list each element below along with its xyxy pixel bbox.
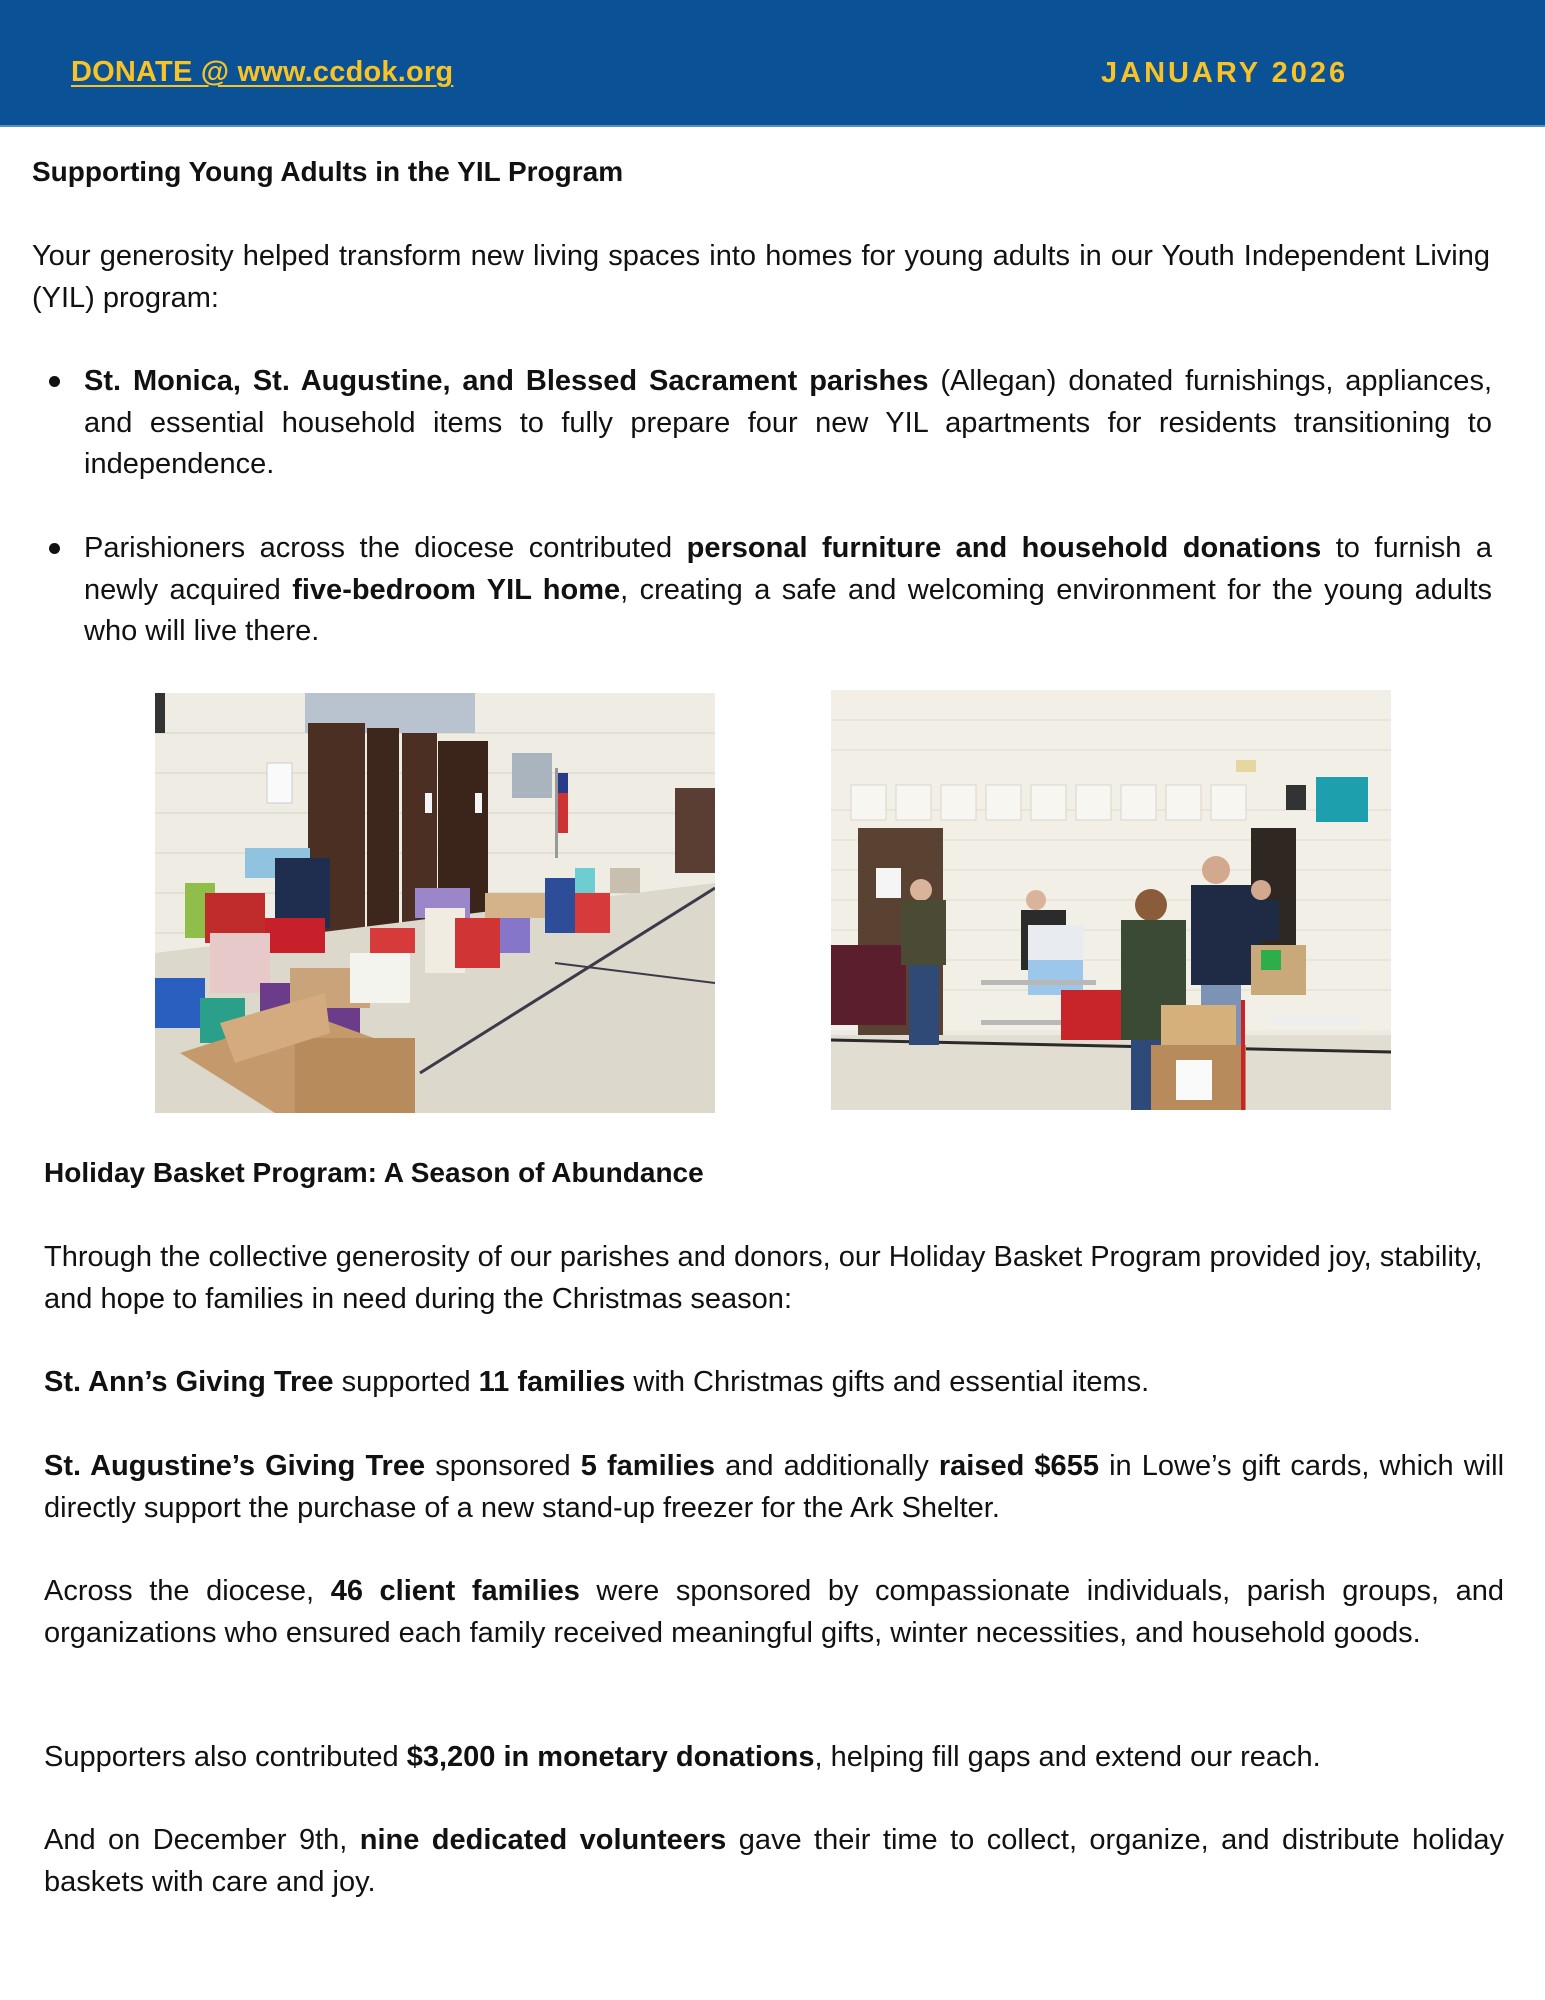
text-span: Across the diocese, — [44, 1575, 331, 1607]
newsletter-header — [0, 0, 1545, 127]
bullet-pre: Parishioners across the diocese contributed — [84, 532, 687, 564]
monetary-amount: $3,200 in monetary donations — [406, 1741, 815, 1773]
bullet-rest: , creating a safe and welcoming environment for the young adults who will live there. — [84, 573, 1492, 647]
bullet-text — [84, 361, 1492, 486]
donate-link[interactable]: DONATE @ www.ccdok.org — [71, 56, 454, 88]
gifts-hallway-image — [155, 693, 715, 1113]
volunteers-paragraph — [44, 1820, 1504, 1903]
bullet-dot-icon — [49, 376, 60, 387]
issue-date: JANUARY 2026 — [1101, 57, 1349, 89]
bullet-bold-1: personal furniture and household donations — [686, 532, 1322, 564]
st-augustine-name: St. Augustine’s Giving Tree — [44, 1450, 426, 1482]
yil-section-title: Supporting Young Adults in the YIL Program — [32, 156, 624, 187]
bullet-mid: to furnish a newly acquired — [84, 532, 1493, 606]
holiday-intro-paragraph: Through the collective generosity of our parishes and donors, our Holiday Basket Program provided joy, stability, and hope to families in need during the Christmas season: — [44, 1241, 1483, 1315]
text-span: Supporters also contributed — [44, 1741, 407, 1773]
st-augustine-family-count: 5 families — [580, 1450, 716, 1482]
text-span: in Lowe’s gift cards, which will directly support the purchase of a new stand-up freezer for the Ark Shelter. — [44, 1450, 1505, 1524]
text-span: with Christmas gifts and essential items. — [625, 1366, 1150, 1398]
text-span: gave their time to collect, organize, and distribute holiday baskets with care and joy. — [44, 1824, 1504, 1898]
text-span: sponsored — [425, 1450, 581, 1482]
yil-intro-paragraph: Your generosity helped transform new living spaces into homes for young adults in our Youth Independent Living (YIL) program: — [32, 240, 1490, 314]
photo-gifts-hallway — [155, 693, 715, 1113]
volunteers-carts-image — [831, 690, 1391, 1110]
bullet-dot-icon — [49, 543, 60, 554]
volunteer-count: nine dedicated volunteers — [359, 1824, 727, 1856]
bullet-text — [84, 528, 1492, 653]
text-span: were sponsored by compassionate individuals, parish groups, and organizations who ensured each family received meaningful gifts, winter necessities, and household goods. — [44, 1575, 1504, 1649]
st-ann-paragraph — [44, 1362, 1504, 1404]
text-span: supported — [333, 1366, 479, 1398]
bullet-bold-lead: St. Monica, St. Augustine, and Blessed Sacrament parishes — [84, 365, 929, 397]
bullet-rest: (Allegan) donated furnishings, appliances, and essential household items to fully prepare four new YIL apartments for residents transitioning to independence. — [84, 365, 1492, 480]
st-augustine-raised-amount: raised $655 — [938, 1450, 1099, 1482]
st-augustine-paragraph — [44, 1446, 1504, 1529]
st-ann-name: St. Ann’s Giving Tree — [44, 1366, 334, 1398]
holiday-section-title: Holiday Basket Program: A Season of Abundance — [44, 1157, 704, 1188]
diocese-paragraph — [44, 1571, 1504, 1654]
text-span: , helping fill gaps and extend our reach. — [814, 1741, 1321, 1773]
text-span: and additionally — [715, 1450, 939, 1482]
text-span: And on December 9th, — [44, 1824, 360, 1856]
diocese-family-count: 46 client families — [330, 1575, 580, 1607]
bullet-bold-2: five-bedroom YIL home — [292, 573, 621, 606]
st-ann-family-count: 11 families — [478, 1366, 626, 1398]
monetary-paragraph — [44, 1737, 1504, 1779]
photo-volunteers-carts — [831, 690, 1391, 1110]
